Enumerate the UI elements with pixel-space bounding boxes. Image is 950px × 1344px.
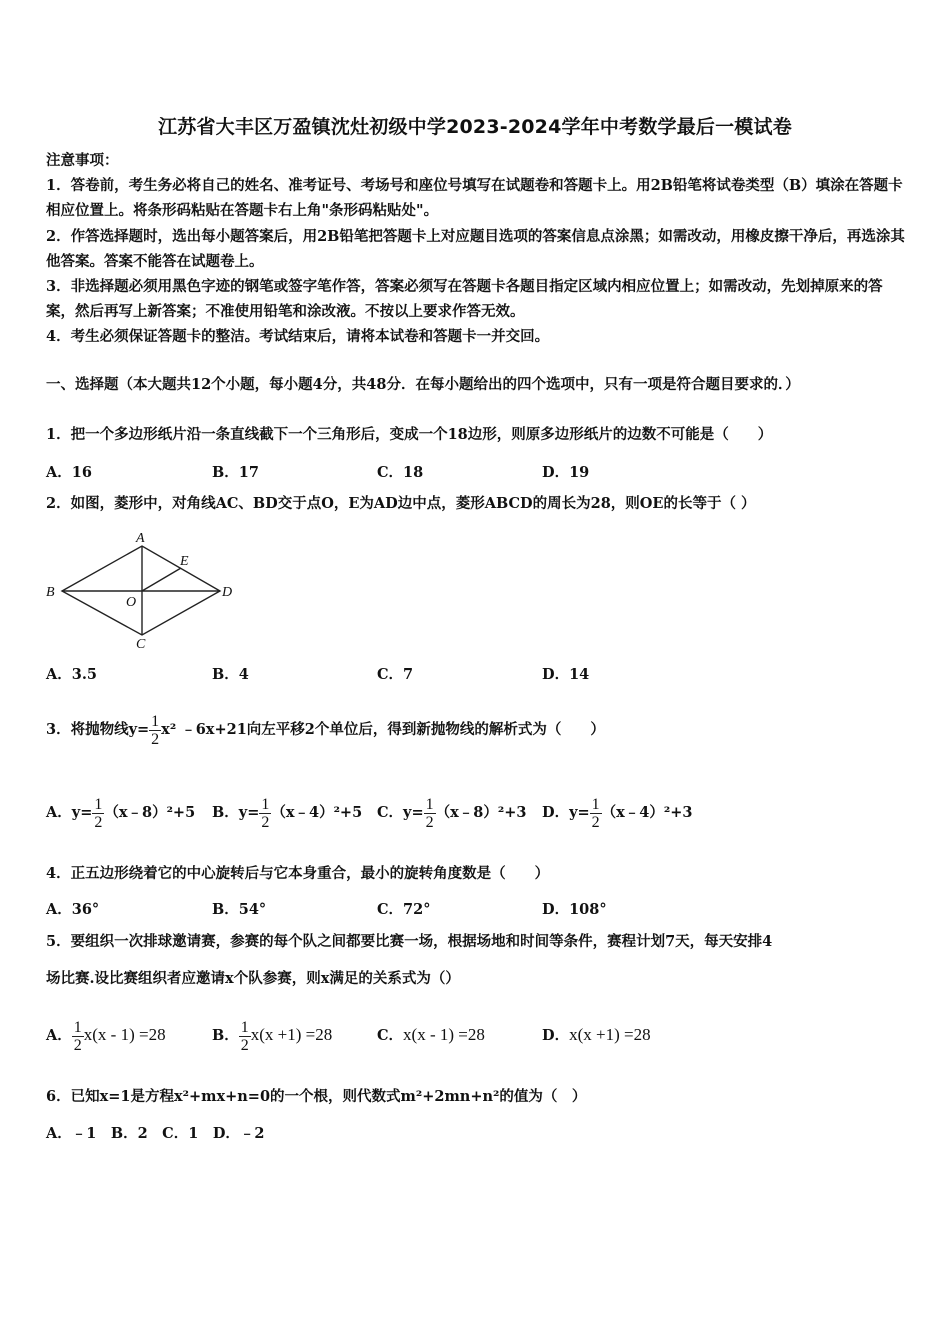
- q3-option-a-fraction: [92, 796, 104, 831]
- q5-option-b: [212, 1005, 332, 1066]
- q5-option-a: [46, 1005, 166, 1066]
- q2-stem: 2．如图，菱形中，对角线AC、BD交于点O，E为AD边中点，菱形ABCD的周长为28，则OE的长等于（ ）: [46, 495, 756, 512]
- q3-option-c: [377, 783, 526, 843]
- q1-stem: 1．把一个多边形纸片沿一条直线截下一个三角形后，变成一个18边形，则原多边形纸片的边数不可能是（ ）: [46, 426, 773, 443]
- label-o: O: [126, 595, 137, 610]
- q3-option-d-num: 1: [591, 795, 600, 813]
- q2-option-c: C．7: [377, 666, 414, 683]
- q3-option-b-tail: （x﹣4）²+5: [271, 804, 363, 821]
- q5-option-a-den: 2: [73, 1036, 82, 1054]
- q4-option-a: A．36°: [46, 901, 100, 918]
- q4-option-c: C．72°: [377, 901, 431, 918]
- q2-option-b: B．4: [212, 666, 249, 683]
- label-b: B: [46, 585, 55, 600]
- q3-stem: [46, 700, 605, 760]
- q3-suffix: x² ﹣6x+21向左平移2个单位后，得到新抛物线的解析式为（ ）: [161, 721, 605, 738]
- q3-option-d-tail: （x﹣4）²+3: [601, 804, 693, 821]
- q5-option-c-expr: x(x - 1) =28: [403, 1025, 485, 1044]
- q3-option-b-lead: y=: [238, 804, 260, 821]
- q3-option-b: [212, 783, 362, 843]
- q3-option-b-letter: B．: [212, 804, 239, 821]
- page-title: 江苏省大丰区万盈镇沈灶初级中学2023-2024学年中考数学最后一模试卷: [158, 116, 792, 138]
- notice-item-1: 1．答卷前，考生务必将自己的姓名、准考证号、考场号和座位号填写在试题卷和答题卡上。用2B铅笔将试卷类型（B）填涂在答题卡相应位置上。将条形码粘贴在答题卡右上角"条形码粘贴处"。: [46, 177, 903, 219]
- q5-option-d-expr: x(x +1) =28: [569, 1025, 651, 1044]
- q3-option-c-letter: C．: [377, 804, 404, 821]
- q1-option-b: B．17: [212, 464, 259, 481]
- q5-option-a-letter: A．: [46, 1027, 72, 1044]
- q3-option-a-lead: y=: [71, 804, 93, 821]
- q3-option-c-tail: （x﹣8）²+3: [435, 804, 527, 821]
- q5-option-b-num: 1: [240, 1018, 249, 1036]
- q5-option-b-letter: B．: [212, 1027, 239, 1044]
- q3-option-a-num: 1: [94, 795, 103, 813]
- rhombus-figure: [40, 528, 240, 648]
- label-a: A: [136, 531, 145, 546]
- notice-item-2: 2．作答选择题时，选出每小题答案后，用2B铅笔把答题卡上对应题目选项的答案信息点涂黑；如需改动，用橡皮擦干净后，再选涂其他答案。答案不能答在试题卷上。: [46, 228, 905, 270]
- q5-option-b-fraction: [239, 1019, 251, 1054]
- q3-option-d-lead: y=: [569, 804, 590, 821]
- label-c: C: [136, 637, 146, 648]
- q4-option-d: D．108°: [542, 901, 607, 918]
- q5-line1: 5．要组织一次排球邀请赛，参赛的每个队之间都要比赛一场，根据场地和时间等条件，赛程计划7天，每天安排4: [46, 933, 773, 950]
- q2-option-a: A．3.5: [46, 666, 97, 683]
- notice-item-4: 4．考生必须保证答题卡的整洁。考试结束后，请将本试卷和答题卡一并交回。: [46, 328, 550, 345]
- label-d: D: [222, 585, 233, 600]
- q5-option-a-expr: x(x - 1) =28: [83, 1025, 166, 1044]
- q3-option-a-den: 2: [94, 813, 103, 831]
- q5-option-c-letter: C．: [377, 1027, 404, 1044]
- q2-option-d: D．14: [542, 666, 590, 683]
- segment-oe: [142, 568, 181, 591]
- q5-option-a-num: 1: [73, 1018, 82, 1036]
- q3-option-b-fraction: [259, 796, 271, 831]
- q3-option-d-letter: D．: [542, 804, 570, 821]
- q3-option-b-num: 1: [261, 795, 270, 813]
- q5-option-b-den: 2: [240, 1036, 249, 1054]
- q3-option-a-tail: （x﹣8）²+5: [104, 804, 196, 821]
- notice-item-3: 3．非选择题必须用黑色字迹的钢笔或签字笔作答，答案必须写在答题卡各题目指定区域内相应位置上；如需改动，先划掉原来的答案，然后再写上新答案；不准使用铅笔和涂改液。不按以上要求作答无效。: [46, 278, 883, 320]
- q5-line2: 场比赛.设比赛组织者应邀请x个队参赛，则x满足的关系式为（）: [46, 970, 460, 987]
- q5-option-a-fraction: [72, 1019, 84, 1054]
- q3-option-c-den: 2: [425, 813, 434, 831]
- q1-option-d: D．19: [542, 464, 590, 481]
- q3-option-d: [542, 783, 692, 843]
- notice-heading: 注意事项：: [46, 152, 119, 169]
- q3-option-d-den: 2: [591, 813, 600, 831]
- q6-options: A．﹣1 B．2 C．1 D．﹣2: [46, 1125, 265, 1142]
- q3-prefix: 3．将抛物线y=: [46, 721, 150, 738]
- q3-option-a: [46, 783, 195, 843]
- q5-option-c: [377, 1005, 485, 1066]
- q3-option-c-fraction: [424, 796, 436, 831]
- q3-option-c-num: 1: [425, 795, 434, 813]
- q4-stem: 4．正五边形绕着它的中心旋转后与它本身重合，最小的旋转角度数是（ ）: [46, 865, 550, 882]
- section-heading: 一、选择题（本大题共12个小题，每小题4分，共48分．在每小题给出的四个选项中，只有一项是符合题目要求的．）: [46, 376, 800, 393]
- q3-option-d-fraction: [590, 796, 602, 831]
- q5-option-d-letter: D．: [542, 1027, 570, 1044]
- q3-option-a-letter: A．: [46, 804, 72, 821]
- q3-option-c-lead: y=: [403, 804, 424, 821]
- q3-fraction: [149, 713, 161, 748]
- q5-option-b-expr: x(x +1) =28: [250, 1025, 333, 1044]
- q5-option-d: [542, 1005, 651, 1066]
- q1-option-a: A．16: [46, 464, 92, 481]
- q3-option-b-den: 2: [261, 813, 270, 831]
- q1-option-c: C．18: [377, 464, 424, 481]
- q3-frac-num: 1: [151, 712, 160, 730]
- q6-stem: 6．已知x=1是方程x²+mx+n=0的一个根，则代数式m²+2mn+n²的值为（ ）: [46, 1088, 587, 1105]
- q4-option-b: B．54°: [212, 901, 267, 918]
- label-e: E: [180, 554, 189, 569]
- q3-frac-den: 2: [151, 730, 160, 748]
